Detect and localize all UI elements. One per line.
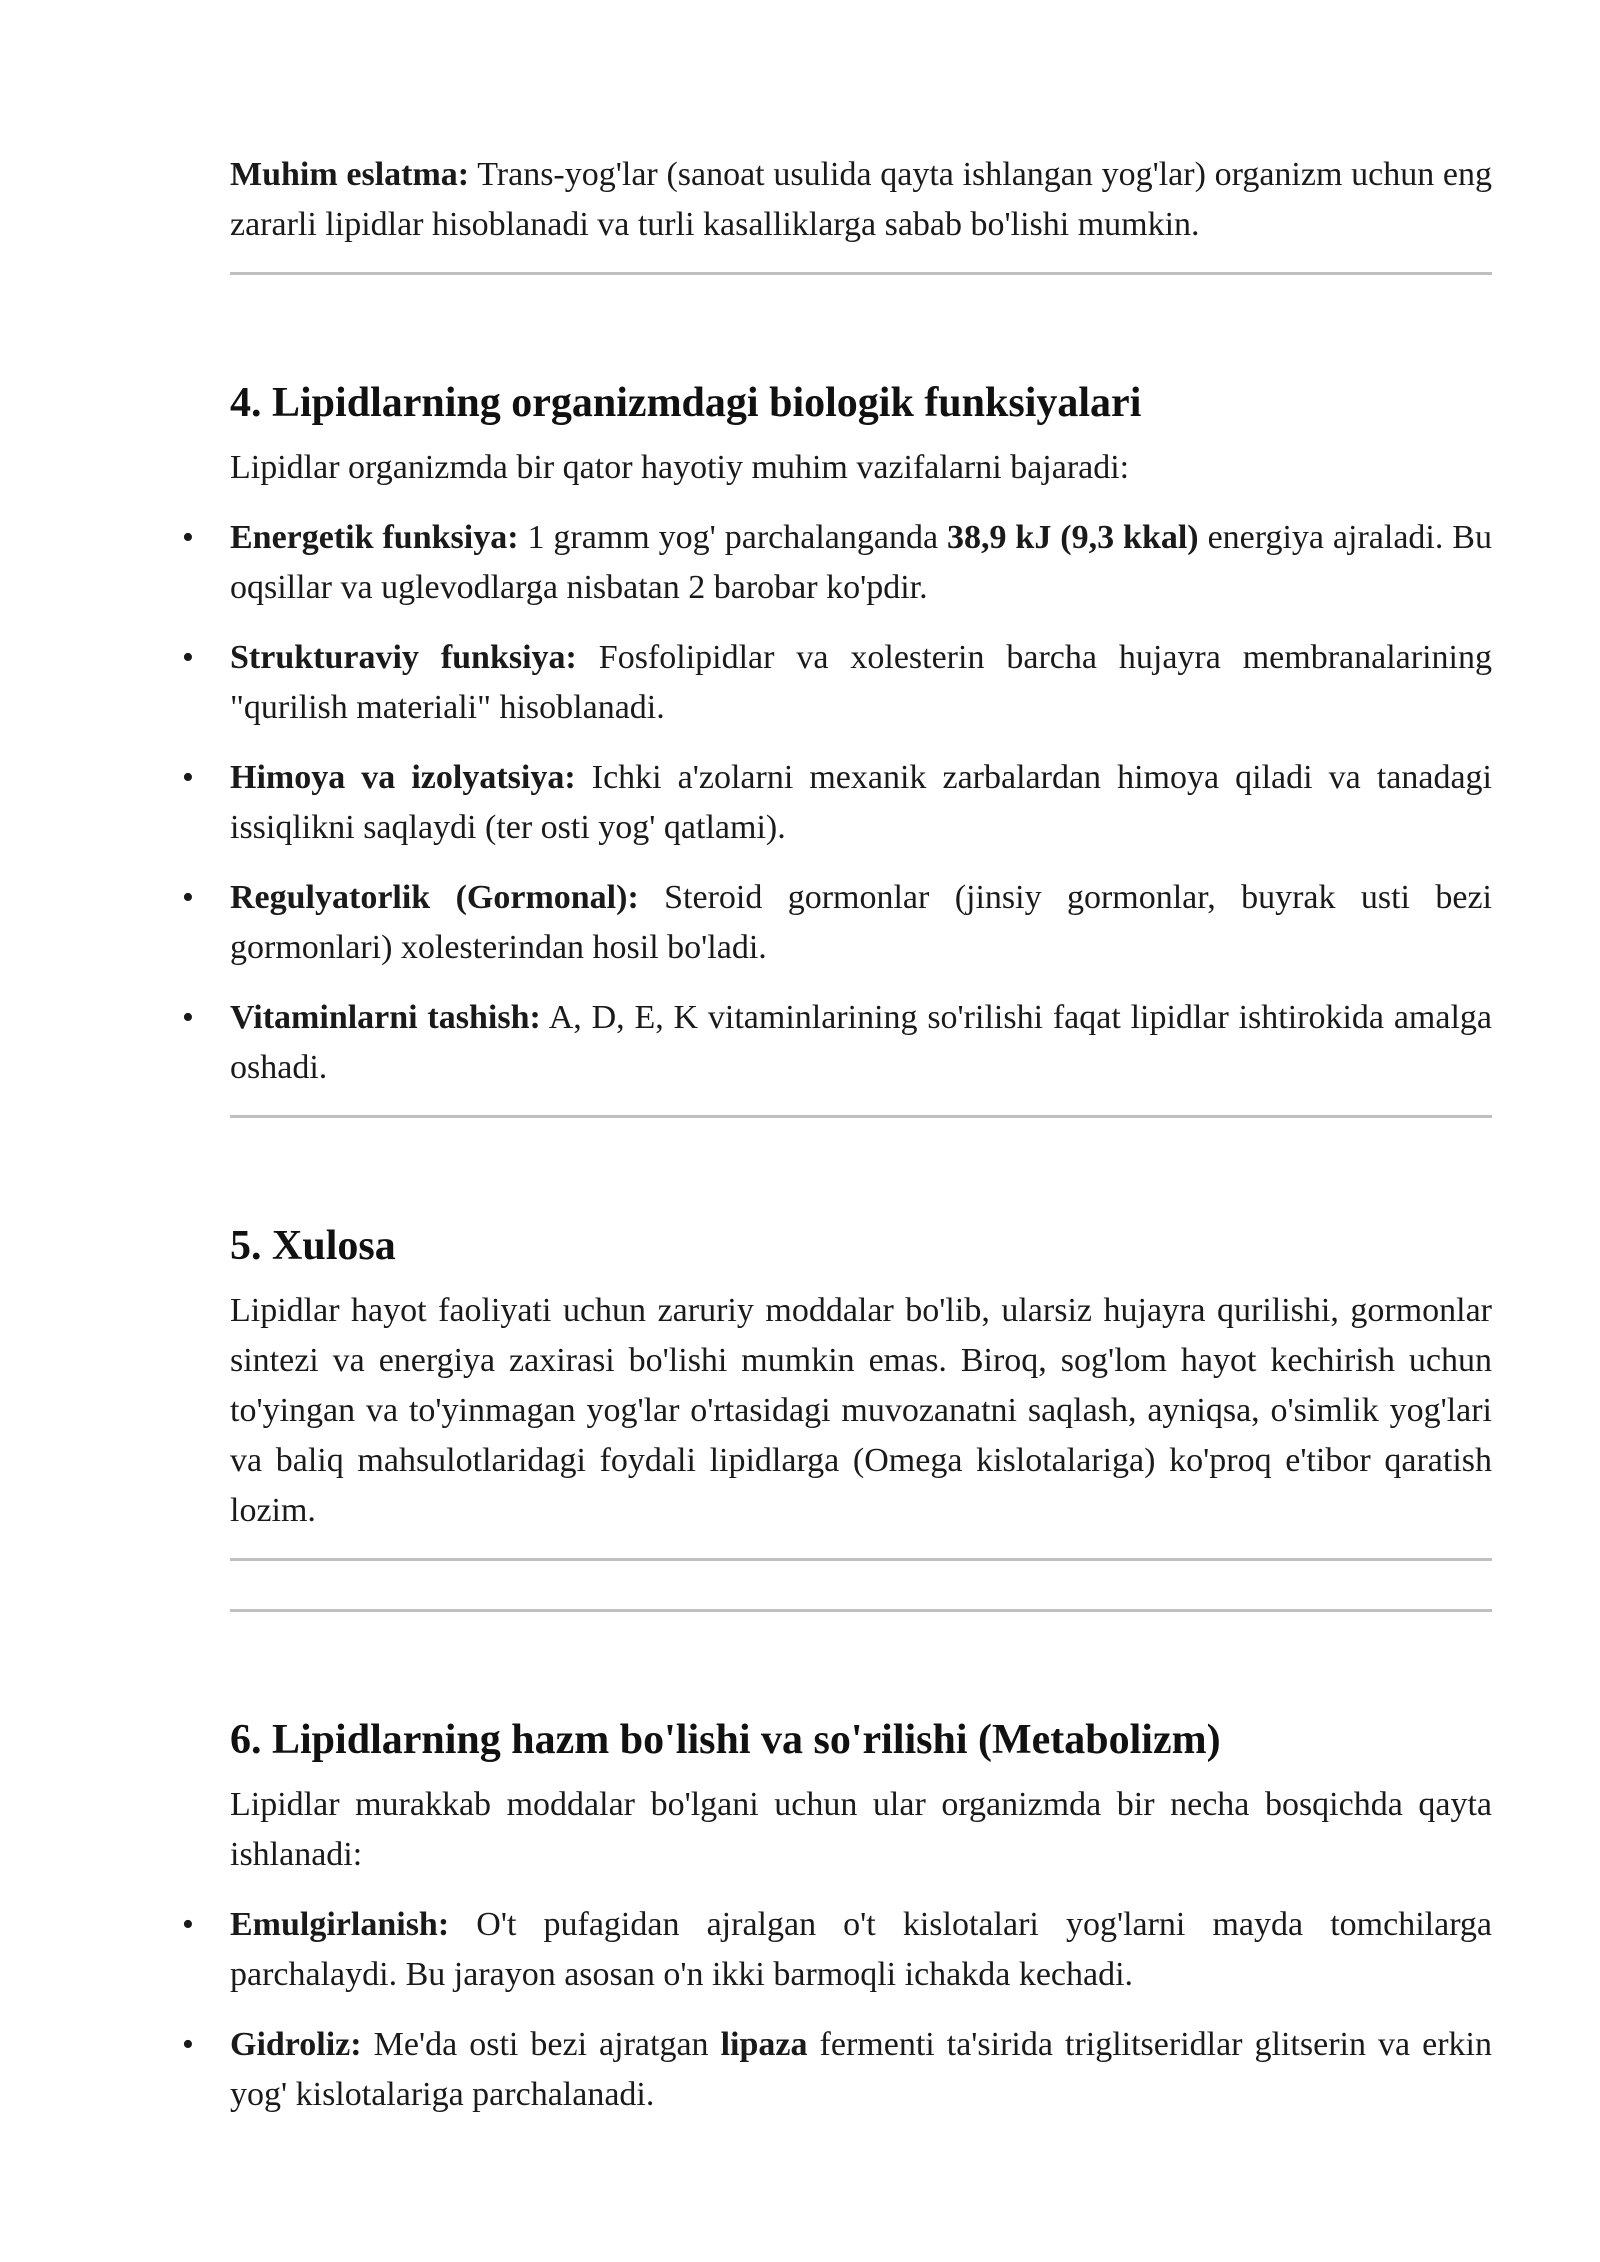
bullet-icon: • xyxy=(182,879,194,916)
list-item xyxy=(182,513,1492,613)
item-text: O't pufagidan ajralgan o't kislotalari yog'larni mayda tomchilarga parchalaydi. Bu jarayon asosan o'n ikki barmoqli ichakda kechadi. xyxy=(230,1906,1492,1993)
bullet-icon: • xyxy=(182,639,194,676)
section-6-intro: Lipidlar murakkab moddalar bo'lgani uchun ular organizmda bir necha bosqichda qayta ishlanadi: xyxy=(230,1786,1492,1873)
section-4-list xyxy=(182,513,1492,1093)
section-5-body: Lipidlar hayot faoliyati uchun zaruriy moddalar bo'lib, ularsiz hujayra qurilishi, gormonlar sintezi va energiya zaxirasi bo'lishi mumkin emas. Biroq, sog'lom hayot kechirish uchun to'yingan va to'yinmagan yog'lar o'rtasidagi muvozanatni saqlash, ayniqsa, o'simlik yog'lari va baliq mahsulotlaridagi foydali lipidlarga (Omega kislotalariga) ko'proq e'tibor qaratish lozim. xyxy=(230,1292,1492,1529)
divider xyxy=(230,1115,1492,1118)
bullet-icon: • xyxy=(182,999,194,1036)
divider xyxy=(230,272,1492,275)
item-label: Gidroliz: xyxy=(230,2026,362,2063)
list-item xyxy=(182,2020,1493,2120)
section-5-heading: 5. Xulosa xyxy=(230,1223,396,1269)
section-6-heading: 6. Lipidlarning hazm bo'lishi va so'rilishi (Metabolizm) xyxy=(230,1717,1221,1763)
item-text: Steroid gormonlar (jinsiy gormonlar, buyrak usti bezi gormonlari) xolesterindan hosil bo'ladi. xyxy=(230,879,1492,966)
section-6-list xyxy=(182,1900,1493,2120)
item-label: Vitaminlarni tashish: xyxy=(230,999,541,1036)
bullet-icon: • xyxy=(182,2026,194,2063)
item-text: 1 gramm yog' parchalanganda xyxy=(518,519,947,556)
item-text: A, D, E, K vitaminlarining so'rilishi faqat lipidlar ishtirokida amalga oshadi. xyxy=(230,999,1492,1086)
note-text: Trans-yog'lar (sanoat usulida qayta ishlangan yog'lar) organizm uchun eng zararli lipidlar hisoblanadi va turli kasalliklarga sabab bo'lishi mumkin. xyxy=(230,156,1492,243)
bullet-icon: • xyxy=(182,519,194,556)
list-item xyxy=(182,753,1492,853)
item-text: fermenti ta'sirida triglitseridlar glitserin va erkin yog' kislotalariga parchalanadi. xyxy=(230,2026,1493,2113)
item-label: Strukturaviy funksiya: xyxy=(230,639,577,676)
important-note xyxy=(230,150,1492,250)
item-emphasis: 38,9 kJ (9,3 kkal) xyxy=(946,519,1199,556)
item-text: energiya ajraladi. Bu oqsillar va uglevodlarga nisbatan 2 barobar ko'pdir. xyxy=(230,519,1492,606)
list-item xyxy=(182,1900,1492,2000)
bullet-icon: • xyxy=(182,1906,194,1943)
document-page xyxy=(182,0,1493,2120)
divider xyxy=(230,1609,1492,1612)
list-item xyxy=(182,993,1492,1093)
list-item xyxy=(182,633,1492,733)
section-4-heading: 4. Lipidlarning organizmdagi biologik funksiyalari xyxy=(230,380,1142,426)
item-text: Ichki a'zolarni mexanik zarbalardan himoya qiladi va tanadagi issiqlikni saqlaydi (ter osti yog' qatlami). xyxy=(230,759,1492,846)
bullet-icon: • xyxy=(182,759,194,796)
item-text: Me'da osti bezi ajratgan xyxy=(361,2026,721,2063)
item-label: Regulyatorlik (Gormonal): xyxy=(230,879,639,916)
item-label: Energetik funksiya: xyxy=(230,519,519,556)
item-text: Fosfolipidlar va xolesterin barcha hujayra membranalarining "qurilish materiali" hisoblanadi. xyxy=(230,639,1492,726)
section-4-intro: Lipidlar organizmda bir qator hayotiy muhim vazifalarni bajaradi: xyxy=(230,449,1130,486)
note-label: Muhim eslatma: xyxy=(230,156,470,193)
item-emphasis: lipaza xyxy=(720,2026,808,2063)
item-label: Himoya va izolyatsiya: xyxy=(230,759,576,796)
divider xyxy=(230,1558,1492,1561)
list-item xyxy=(182,873,1492,973)
item-label: Emulgirlanish: xyxy=(230,1906,450,1943)
